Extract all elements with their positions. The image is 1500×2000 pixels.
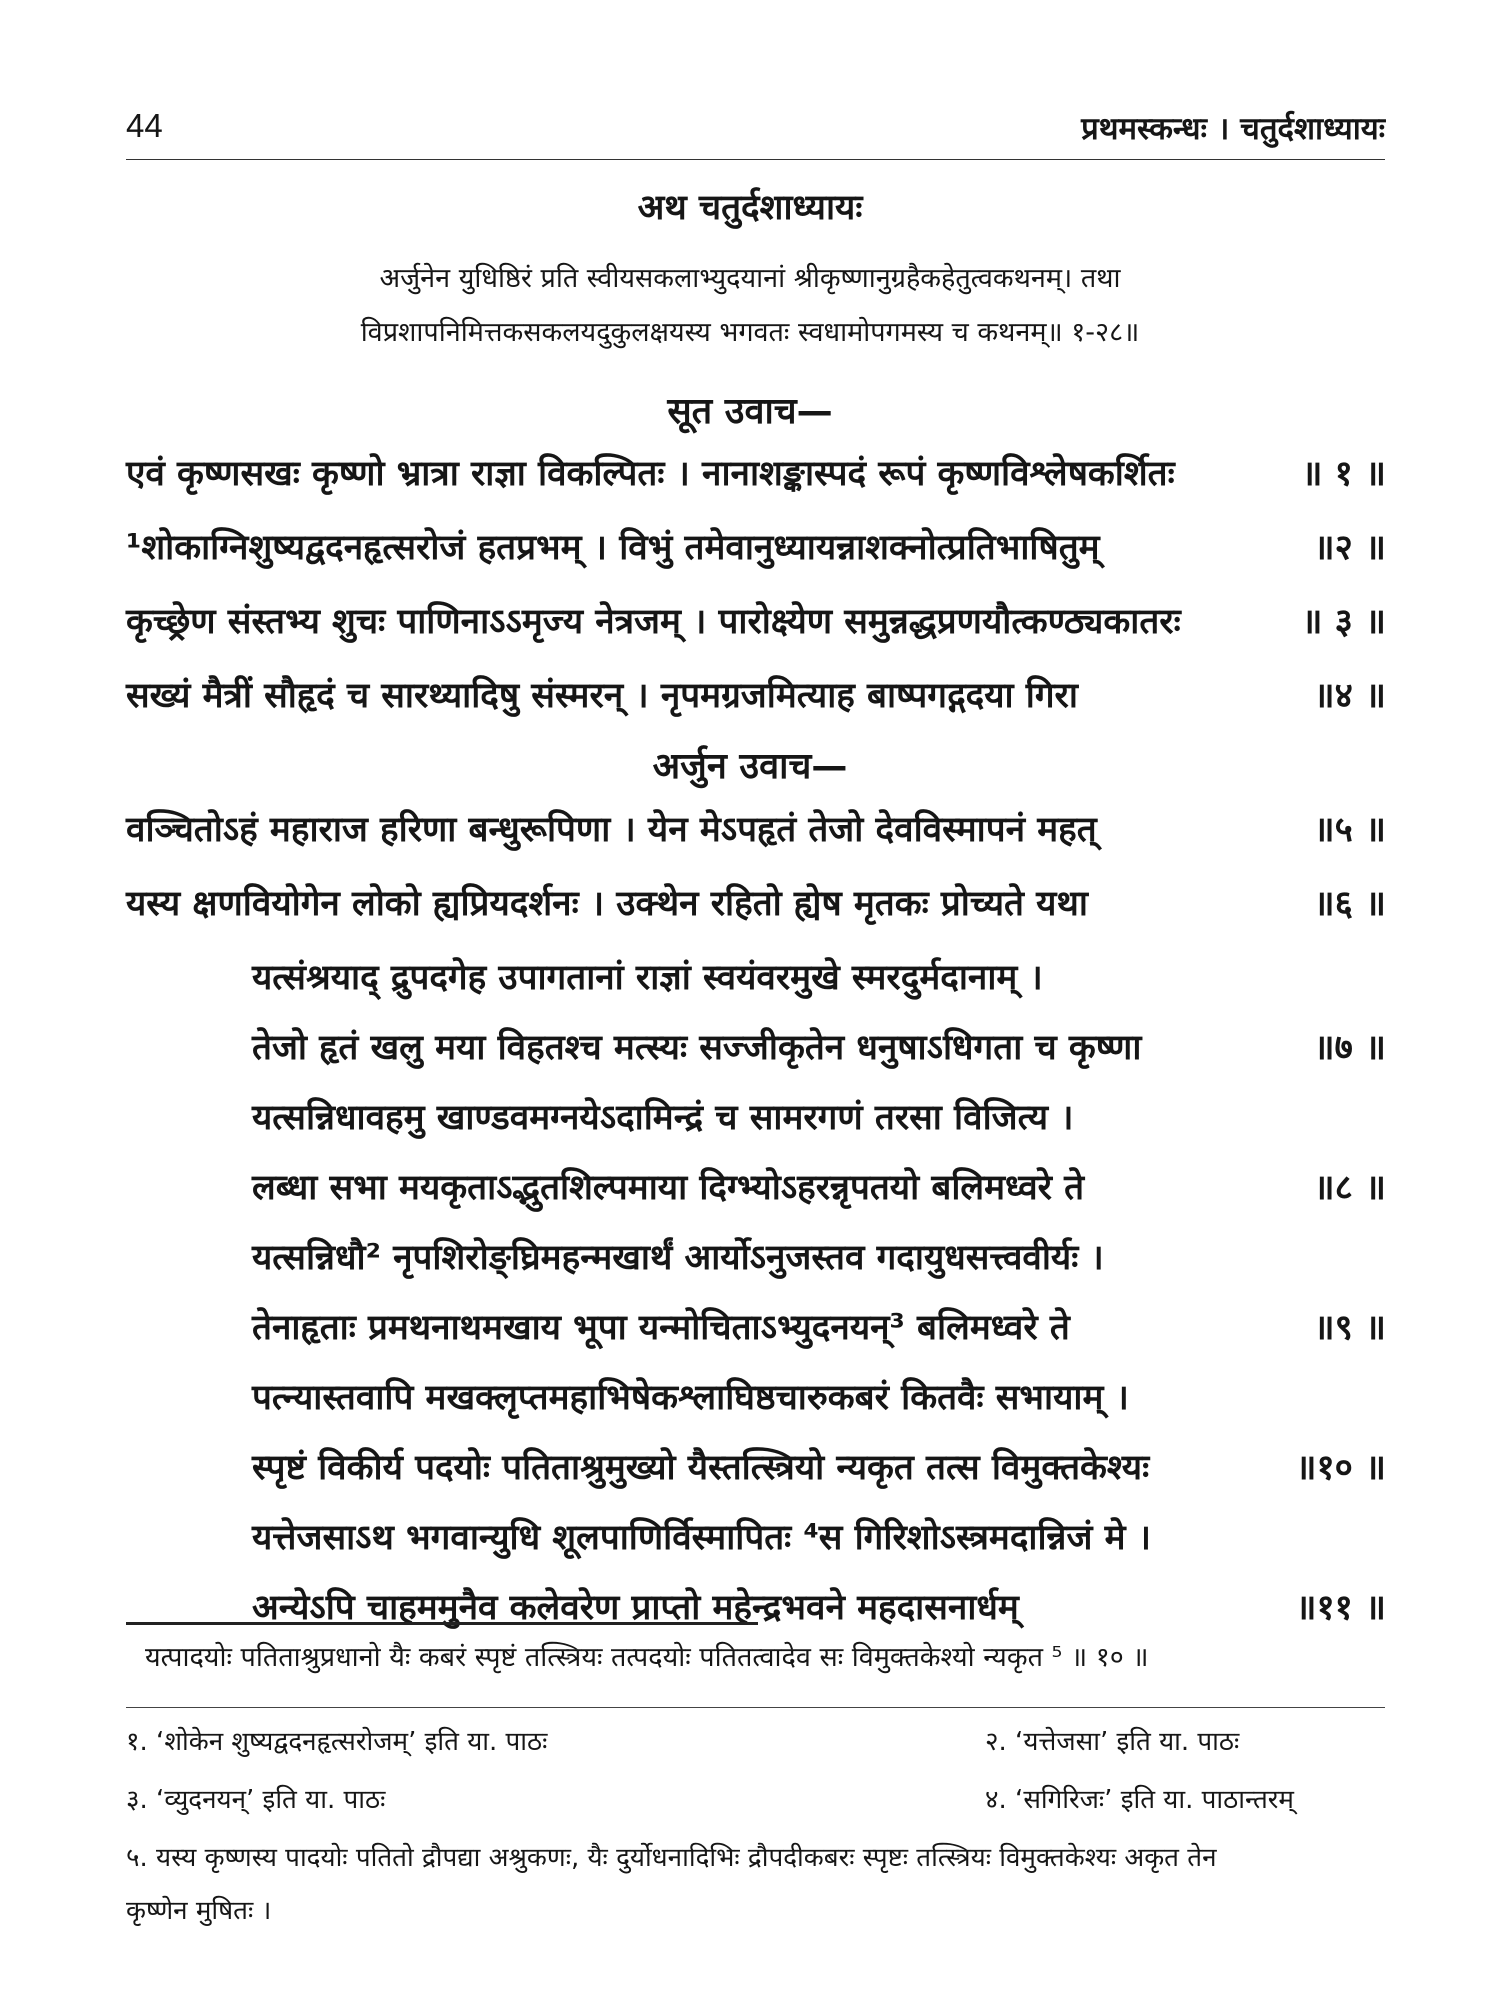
verse-text: स्पृष्टं विकीर्य पदयोः पतिताश्रुमुख्यो यैस्तत्स्त्रियो न्यकृत तत्स विमुक्तकेश्यः	[252, 1447, 1150, 1488]
verse-text: सख्यं मैत्रीं सौहृदं च सारथ्यादिषु संस्मरन् । नृपमग्रजमित्याह बाष्पगद्गदया गिरा	[126, 675, 1078, 716]
commentary-line: यत्पादयोः पतिताश्रुप्रधानो यैः कबरं स्पृष्टं तत्स्त्रियः तत्पदयोः पतितत्वादेव सः विमुक्तकेश्यो न्यकृत ⁵ ॥ १० ॥	[145, 1642, 1149, 1673]
speaker-heading-arjuna: अर्जुन उवाच—	[652, 746, 848, 787]
verse-line	[126, 666, 1386, 722]
verse-text: एवं कृष्णसखः कृष्णो भ्रात्रा राज्ञा विकल्पितः । नानाशङ्कास्पदं रूपं कृष्णविश्लेषकर्शितः	[126, 453, 1175, 494]
footnote-1: १. ‘शोकेन शुष्यद्वदनहृत्सरोजम्’ इति या. पाठः	[126, 1727, 548, 1757]
footnote-2: २. ‘यत्तेजसा’ इति या. पाठः	[985, 1727, 1240, 1757]
verse-text: यत्तेजसाऽथ भगवान्युधि शूलपाणिर्विस्मापितः ⁴स गिरिशोऽस्त्रमदान्निजं मे ।	[252, 1517, 1152, 1558]
commentary-rule	[126, 1622, 758, 1625]
verse-text: यत्सन्निधावहमु खाण्डवमग्नयेऽदामिन्द्रं च सामरगणं तरसा विजित्य ।	[252, 1097, 1074, 1138]
verse-text: लब्धा सभा मयकृताऽद्भुतशिल्पमाया दिग्भ्योऽहरन्नृपतयो बलिमध्वरे ते	[252, 1167, 1085, 1208]
running-head: प्रथमस्कन्धः । चतुर्दशाध्यायः	[1081, 111, 1385, 147]
page-header	[126, 103, 1385, 155]
verse-number: ॥४ ॥	[1313, 675, 1386, 716]
verse-text: यत्संश्रयाद् द्रुपदगेह उपागतानां राज्ञां स्वयंवरमुखे स्मरदुर्मदानाम् ।	[252, 957, 1043, 998]
verse-text: वञ्चितोऽहं महाराज हरिणा बन्धुरूपिणा । येन मेऽपहृतं तेजो देवविस्मापनं महत्	[126, 809, 1097, 850]
verse-number: ॥६ ॥	[1313, 883, 1386, 924]
verse-line	[252, 1018, 1386, 1074]
verse-number: ॥११ ॥	[1295, 1587, 1386, 1628]
chapter-summary-line: विप्रशापनिमित्तकसकलयदुकुलक्षयस्य भगवतः स्वधामोपगमस्य च कथनम्॥ १-२८॥	[360, 317, 1140, 348]
verse-text: यस्य क्षणवियोगेन लोको ह्यप्रियदर्शनः । उक्थेन रहितो ह्येष मृतकः प्रोच्यते यथा	[126, 883, 1088, 924]
footnote-4: ४. ‘सगिरिजः’ इति या. पाठान्तरम्	[985, 1785, 1294, 1815]
verse-text: यत्सन्निधौ² नृपशिरोङ्घ्रिमहन्मखार्थं आर्योऽनुजस्तव गदायुधसत्त्ववीर्यः ।	[252, 1237, 1104, 1278]
verse-line	[252, 1158, 1386, 1214]
verse-line	[126, 444, 1386, 500]
verse-line	[252, 1088, 1386, 1144]
footnote-rule	[126, 1707, 1385, 1708]
verse-line	[252, 948, 1386, 1004]
verse-line	[252, 1228, 1386, 1284]
verse-number: ॥ १ ॥	[1301, 453, 1386, 494]
verse-line	[126, 800, 1386, 856]
verse-line	[252, 1578, 1386, 1634]
verse-number: ॥२ ॥	[1313, 527, 1386, 568]
verse-number: ॥१० ॥	[1295, 1447, 1386, 1488]
verse-number: ॥ ३ ॥	[1301, 601, 1386, 642]
verse-text: तेजो हृतं खलु मया विहतश्च मत्स्यः सज्जीकृतेन धनुषाऽधिगता च कृष्णा	[252, 1027, 1142, 1068]
verse-line	[126, 518, 1386, 574]
chapter-title: अथ चतुर्दशाध्यायः	[637, 188, 863, 228]
verse-line	[252, 1438, 1386, 1494]
verse-line	[252, 1508, 1386, 1564]
verse-number: ॥८ ॥	[1313, 1167, 1386, 1208]
header-rule	[126, 159, 1385, 160]
verse-line	[252, 1298, 1386, 1354]
verse-line	[126, 874, 1386, 930]
verse-text: ¹शोकाग्निशुष्यद्वदनहृत्सरोजं हतप्रभम् । विभुं तमेवानुध्यायन्नाशक्नोत्प्रतिभाषितुम्	[126, 527, 1100, 568]
footnote-3: ३. ‘व्युदनयन्’ इति या. पाठः	[126, 1785, 386, 1815]
verse-number: ॥९ ॥	[1313, 1307, 1386, 1348]
verse-number: ॥५ ॥	[1313, 809, 1386, 850]
verse-text: अन्येऽपि चाहममुनैव कलेवरेण प्राप्तो महेन्द्रभवने महदासनार्धम्	[252, 1587, 1019, 1628]
chapter-summary-line: अर्जुनेन युधिष्ठिरं प्रति स्वीयसकलाभ्युदयानां श्रीकृष्णानुग्रहैकहेतुत्वकथनम्। तथा	[379, 263, 1121, 294]
speaker-heading-suta: सूत उवाच—	[667, 391, 833, 432]
verse-text: तेनाहृताः प्रमथनाथमखाय भूपा यन्मोचिताऽभ्युदनयन्³ बलिमध्वरे ते	[252, 1307, 1070, 1348]
verse-line	[126, 592, 1386, 648]
verse-text: कृच्छ्रेण संस्तभ्य शुचः पाणिनाऽऽमृज्य नेत्रजम् । पारोक्ष्येण समुन्नद्धप्रणयौत्कण्ठ्यकातरः	[126, 601, 1181, 642]
footnote-5: ५. यस्य कृष्णस्य पादयोः पतितो द्रौपद्या अश्रुकणः, यैः दुर्योधनादिभिः द्रौपदीकबरः स्पृष्टः तत्स्त्रियः विमुक्तकेश्यः अकृत तेन	[126, 1843, 1217, 1873]
verse-number: ॥७ ॥	[1313, 1027, 1386, 1068]
verse-text: पत्न्यास्तवापि मखक्लृप्तमहाभिषेकश्लाघिष्ठचारुकबरं कितवैः सभायाम् ।	[252, 1377, 1129, 1418]
footnote-5-continuation: कृष्णेन मुषितः ।	[126, 1896, 272, 1926]
page-number: 44	[126, 107, 163, 144]
verse-line	[252, 1368, 1386, 1424]
